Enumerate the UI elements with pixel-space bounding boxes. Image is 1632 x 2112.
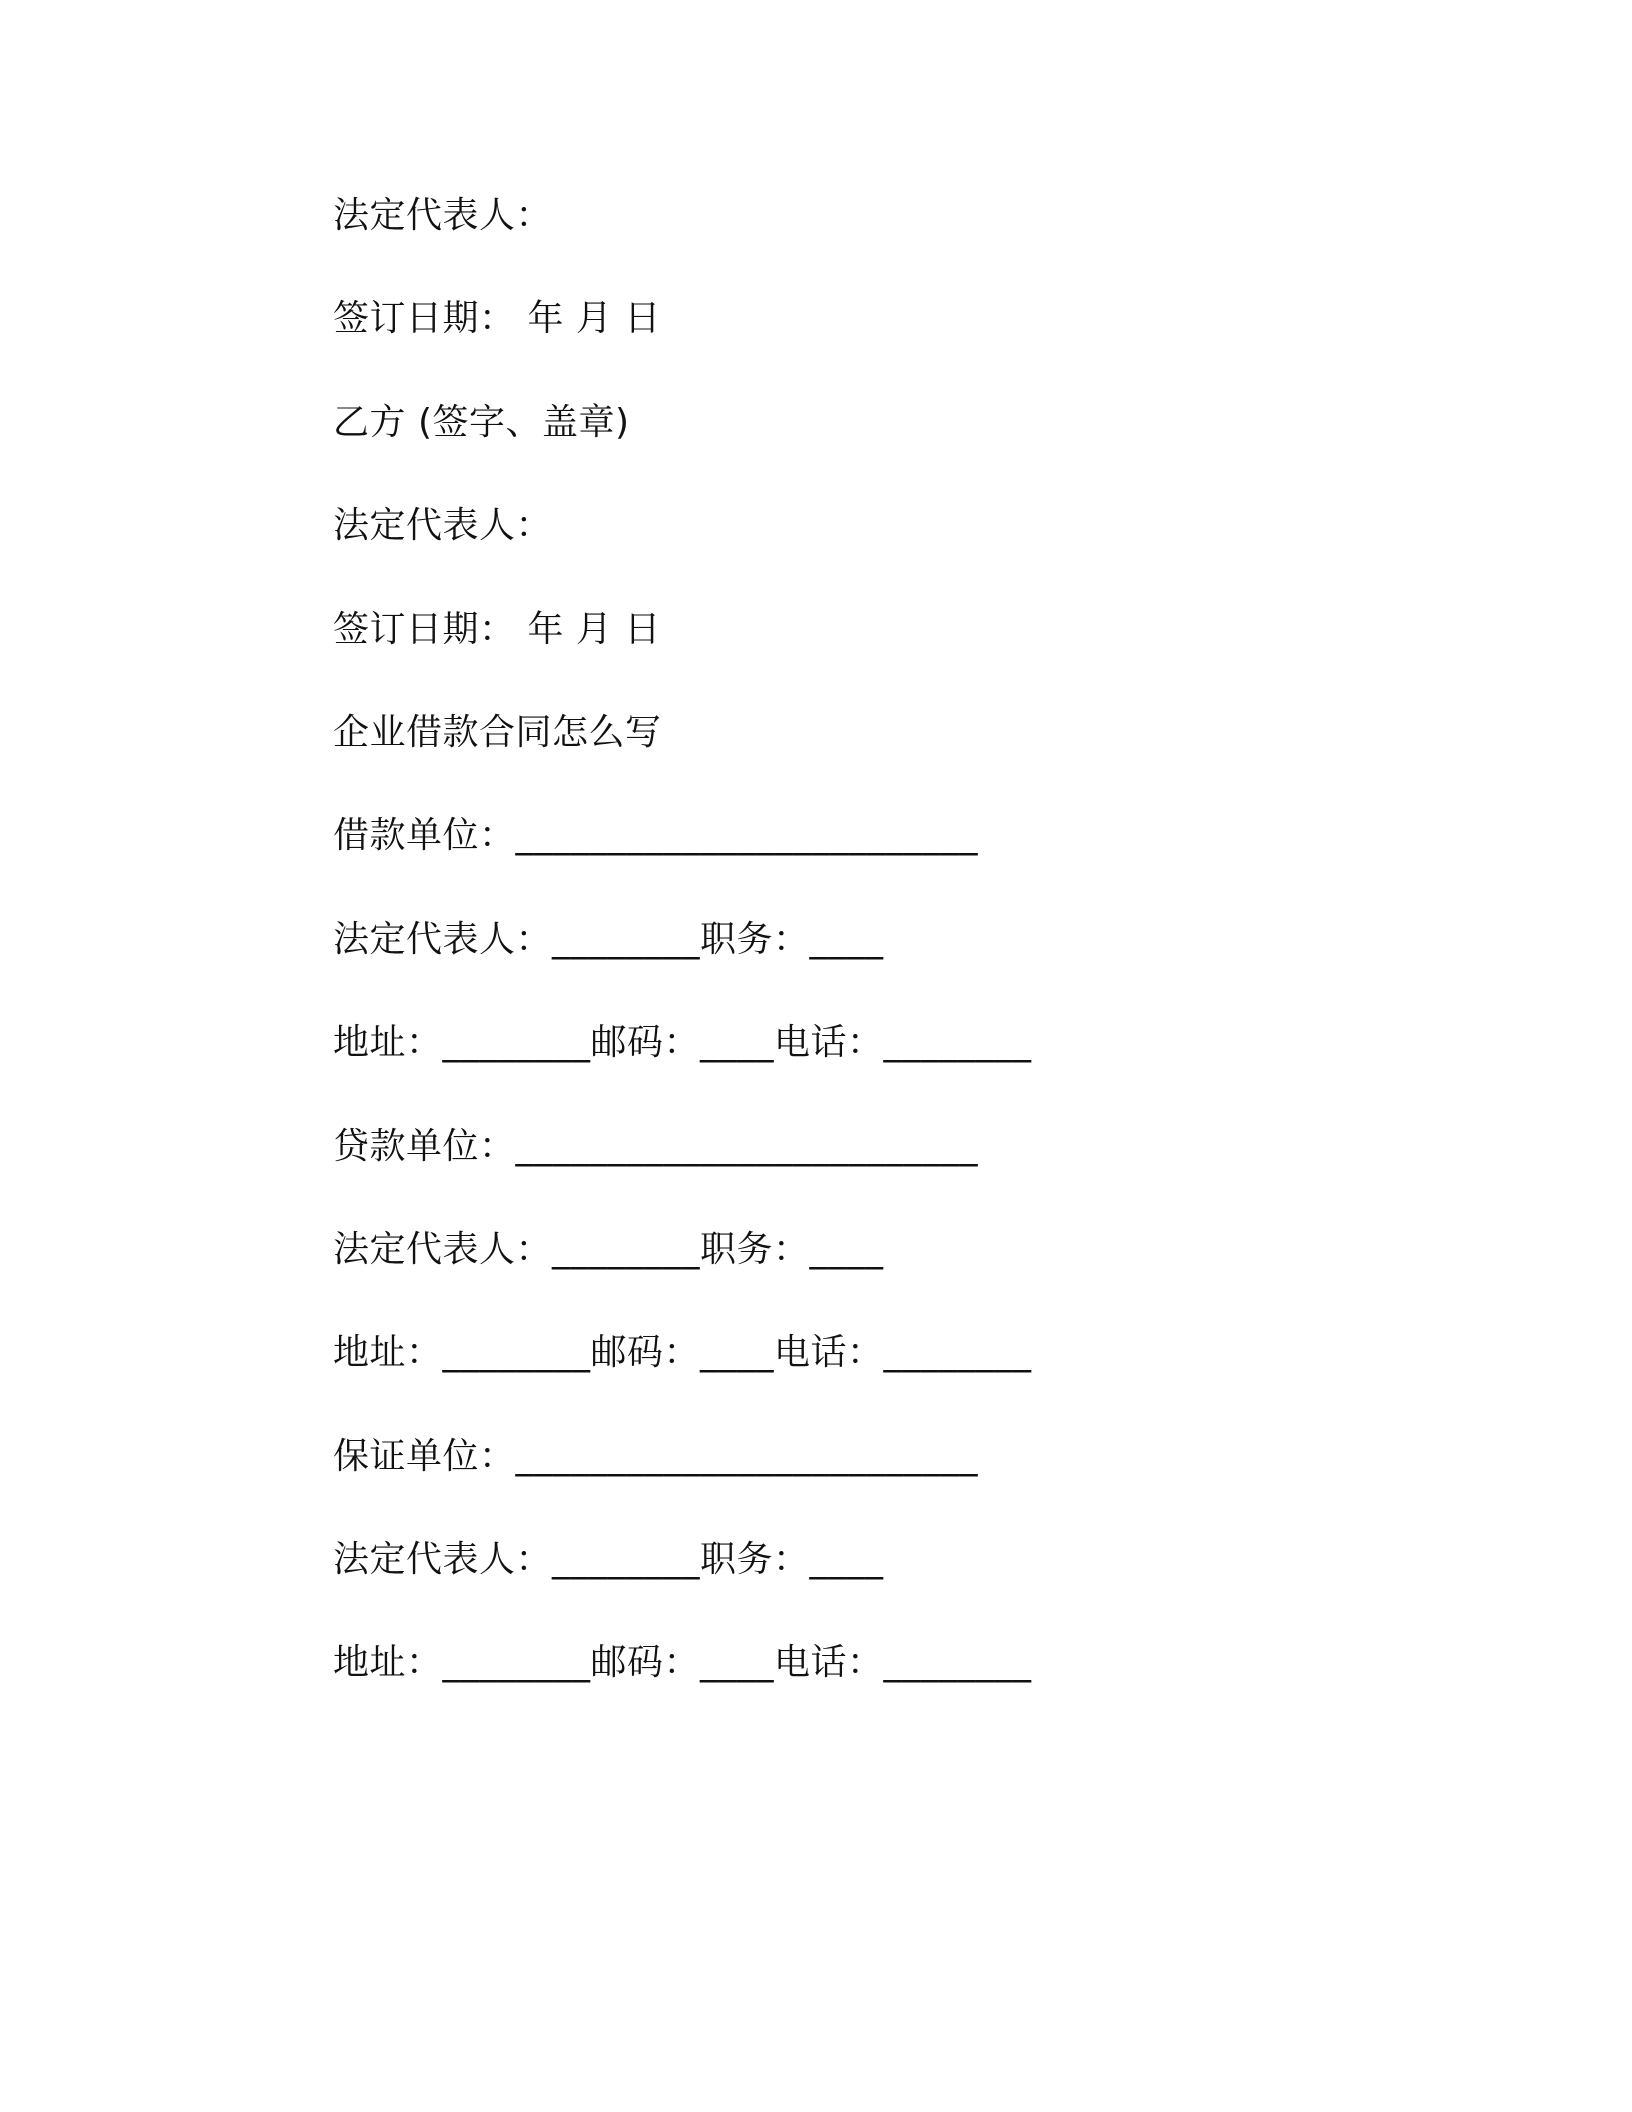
borrower-unit-field: 借款单位：_________________________ bbox=[333, 815, 979, 857]
party-b-legal-representative-label: 法定代表人： bbox=[333, 505, 553, 547]
guarantor-address-field: 地址：________邮码：____电话：________ bbox=[333, 1642, 1032, 1684]
guarantor-representative-field: 法定代表人：________职务：____ bbox=[333, 1539, 884, 1581]
party-a-signing-date-label: 签订日期： 年 月 日 bbox=[333, 298, 661, 340]
borrower-representative-field: 法定代表人：________职务：____ bbox=[333, 918, 884, 960]
party-a-legal-representative-label: 法定代表人： bbox=[333, 195, 553, 236]
section-heading: 企业借款合同怎么写 bbox=[333, 711, 662, 753]
lender-representative-field: 法定代表人：________职务：____ bbox=[333, 1228, 884, 1270]
party-b-signing-date-label: 签订日期： 年 月 日 bbox=[333, 608, 661, 650]
lender-address-field: 地址：________邮码：____电话：________ bbox=[333, 1332, 1032, 1374]
lender-unit-field: 贷款单位：_________________________ bbox=[333, 1125, 979, 1167]
guarantor-unit-field: 保证单位：_________________________ bbox=[333, 1435, 979, 1477]
borrower-address-field: 地址：________邮码：____电话：________ bbox=[333, 1022, 1032, 1064]
document-body bbox=[333, 180, 1433, 1731]
party-b-signature-seal-label: 乙方 (签字、盖章) bbox=[333, 401, 630, 443]
